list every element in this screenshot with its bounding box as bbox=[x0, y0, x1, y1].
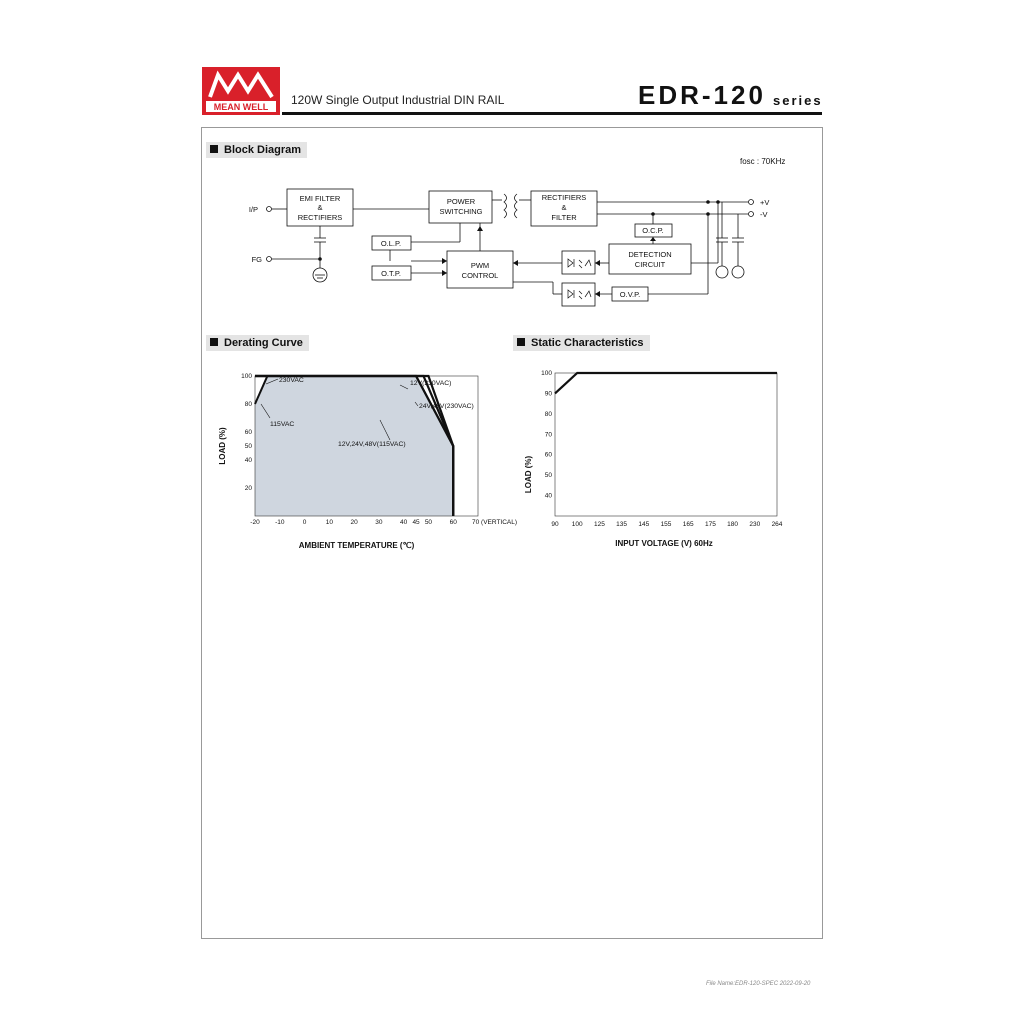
ovp-label: O.V.P. bbox=[619, 290, 641, 299]
y-tick-label: 70 bbox=[544, 431, 552, 439]
series-label: 12V(230VAC) bbox=[410, 380, 452, 387]
ocp-label: O.C.P. bbox=[642, 226, 664, 235]
otp-label: O.T.P. bbox=[381, 269, 401, 278]
footer-file-name: File Name:EDR-120-SPEC 2022-09-20 bbox=[706, 981, 811, 987]
pwm-line2: CONTROL bbox=[461, 271, 499, 280]
x-tick-label: 145 bbox=[638, 521, 650, 528]
detection-circuit-box bbox=[609, 244, 691, 274]
y-tick-label: 50 bbox=[544, 472, 552, 480]
out-pos-label: +V bbox=[760, 198, 770, 207]
static-chart bbox=[515, 368, 795, 560]
x-tick-label: 10 bbox=[325, 519, 333, 526]
block-diagram bbox=[240, 180, 780, 310]
x-tick-label: 0 bbox=[302, 519, 307, 526]
x-tick-label: 30 bbox=[375, 519, 383, 526]
x-tick-label: 175 bbox=[704, 521, 716, 528]
det-line1: DETECTION bbox=[628, 250, 672, 259]
rect-line1: RECTIFIERS bbox=[541, 193, 587, 202]
input-label: I/P bbox=[248, 205, 258, 214]
y-tick-label: 60 bbox=[544, 451, 552, 459]
x-tick-label: 230 bbox=[749, 521, 761, 528]
x-tick-label: 180 bbox=[727, 521, 739, 528]
rect-line3: FILTER bbox=[551, 213, 577, 222]
y-tick-label: 100 bbox=[541, 370, 552, 377]
pwm-line1: PWM bbox=[470, 261, 490, 270]
out-neg-label: -V bbox=[760, 210, 768, 219]
y-tick-label: 100 bbox=[241, 373, 252, 380]
rect-line2: & bbox=[561, 203, 567, 212]
fg-label: FG bbox=[251, 255, 262, 264]
x-tick-label: 40 bbox=[400, 519, 408, 526]
load-line bbox=[555, 373, 777, 393]
section-title-text: Derating Curve bbox=[224, 337, 303, 349]
y-tick-label: 20 bbox=[244, 485, 252, 492]
mean-well-logo bbox=[202, 67, 280, 115]
x-axis-label: INPUT VOLTAGE (V) 60Hz bbox=[615, 539, 713, 548]
emi-line1: EMI FILTER bbox=[299, 194, 341, 203]
olp-label: O.L.P. bbox=[380, 239, 402, 248]
x-tick-label: -10 bbox=[275, 519, 285, 526]
derating-chart bbox=[210, 368, 518, 560]
x-tick-label: 100 bbox=[571, 521, 583, 528]
series-label: 115VAC bbox=[270, 421, 295, 428]
x-tick-label: 125 bbox=[593, 521, 605, 528]
series-label: 12V,24V,48V(115VAC) bbox=[338, 441, 406, 448]
fosc-label: fosc : 70KHz bbox=[740, 157, 786, 166]
y-axis-label: LOAD (%) bbox=[524, 455, 533, 494]
y-tick-label: 40 bbox=[544, 492, 552, 500]
section-title-derating bbox=[206, 335, 309, 351]
y-tick-label: 80 bbox=[544, 410, 552, 418]
x-tick-label: 20 bbox=[350, 519, 358, 526]
y-tick-label: 60 bbox=[244, 429, 252, 436]
brand-text: MEAN WELL bbox=[213, 102, 269, 112]
x-axis-label: AMBIENT TEMPERATURE (℃) bbox=[298, 541, 415, 550]
x-tick-label: 135 bbox=[616, 521, 628, 528]
x-tick-label: 45 bbox=[412, 519, 420, 526]
x-tick-label: 90 bbox=[551, 521, 559, 528]
series-label: 230VAC bbox=[279, 377, 304, 384]
power-line1: POWER bbox=[446, 197, 476, 206]
series-label: 24V,48V(230VAC) bbox=[419, 403, 474, 410]
model-title: EDR-120 bbox=[638, 80, 766, 110]
power-line2: SWITCHING bbox=[439, 207, 483, 216]
section-title-text: Block Diagram bbox=[224, 144, 302, 156]
x-tick-label: 155 bbox=[660, 521, 672, 528]
x-tick-label: -20 bbox=[250, 519, 260, 526]
section-title-block-diagram bbox=[206, 142, 307, 158]
x-tick-label: 70 (VERTICAL) bbox=[472, 519, 518, 526]
header-rule bbox=[282, 112, 822, 115]
x-tick-label: 50 bbox=[424, 519, 433, 526]
x-tick-label: 264 bbox=[771, 521, 783, 528]
section-title-text: Static Characteristics bbox=[531, 337, 644, 349]
emi-line3: RECTIFIERS bbox=[297, 213, 343, 222]
y-axis-label: LOAD (%) bbox=[218, 427, 227, 465]
y-tick-label: 80 bbox=[244, 401, 252, 408]
emi-line2: & bbox=[317, 203, 323, 212]
y-tick-label: 40 bbox=[244, 457, 252, 464]
page-subtitle: 120W Single Output Industrial DIN RAIL bbox=[291, 93, 505, 107]
series-label: series bbox=[773, 93, 823, 108]
plot-frame bbox=[555, 373, 777, 516]
det-line2: CIRCUIT bbox=[634, 260, 666, 269]
section-title-static bbox=[513, 335, 650, 351]
x-tick-label: 165 bbox=[682, 521, 694, 528]
x-tick-label: 60 bbox=[449, 519, 457, 526]
y-tick-label: 50 bbox=[244, 443, 252, 450]
y-tick-label: 90 bbox=[544, 390, 552, 398]
